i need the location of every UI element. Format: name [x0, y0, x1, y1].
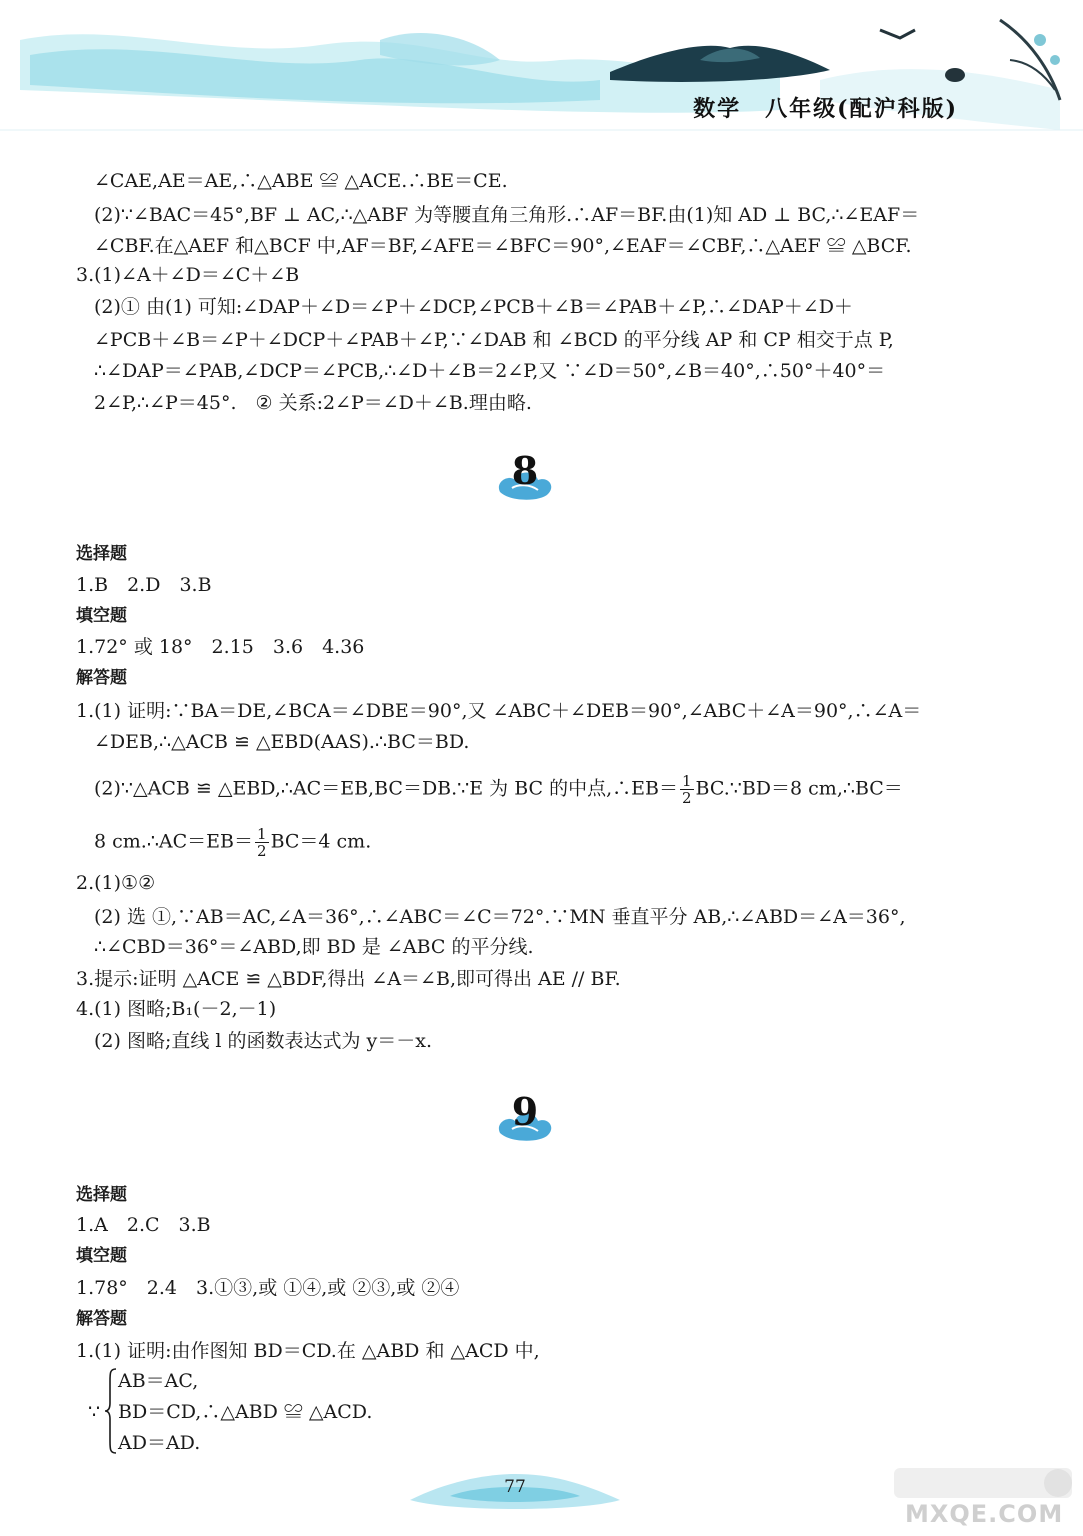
- header-title: 数学 八年级(配沪科版): [693, 96, 958, 122]
- sec9-answer-line-1: 1.(1) 证明:由作图知 BD＝CD.在 △ABD 和 △ACD 中,: [76, 1340, 540, 1362]
- sec9-answer-label: 解答题: [76, 1309, 127, 1329]
- sec9-choice-label: 选择题: [76, 1185, 127, 1205]
- sec7-line-7: ∴∠DAP＝∠PAB,∠DCP＝∠PCB,∴∠D＋∠B＝2∠P,又 ∵∠D＝50°,∠B＝40°,∴50°＋40°＝: [94, 360, 886, 382]
- sec8-answer-line-6: (2) 选 ①,∵AB＝AC,∠A＝36°,∴∠ABC＝∠C＝72°.∵MN 垂直平分 AB,∴∠ABD＝∠A＝36°,: [94, 906, 906, 928]
- sec8-answer-line-4-post: BC＝4 cm.: [270, 830, 372, 853]
- sec9-choice-answers: 1.A 2.C 3.B: [76, 1214, 211, 1236]
- header-banner: [0, 0, 1083, 150]
- sec8-answer-line-7: ∴∠CBD＝36°＝∠ABD,即 BD 是 ∠ABC 的平分线.: [94, 936, 534, 958]
- sec8-fill-answers: 1.72° 或 18° 2.15 3.6 4.36: [76, 636, 365, 658]
- sec7-line-8: 2∠P,∴∠P＝45°. ② 关系:2∠P＝∠D＋∠B.理由略.: [94, 392, 532, 414]
- system-line-2: BD＝CD,∴△ABD ≌ △ACD.: [118, 1401, 373, 1423]
- sec8-answer-line-9: 4.(1) 图略;B₁(－2,－1): [76, 998, 277, 1020]
- sec8-answer-line-10: (2) 图略;直线 l 的函数表达式为 y＝－x.: [94, 1030, 433, 1052]
- sec8-answer-line-8: 3.提示:证明 △ACE ≌ △BDF,得出 ∠A＝∠B,即可得出 AE // BF.: [76, 968, 621, 990]
- sec8-fill-label: 填空题: [76, 606, 127, 626]
- sec8-answer-line-1: 1.(1) 证明:∵BA＝DE,∠BCA＝∠DBE＝90°,又 ∠ABC＋∠DEB＝90°,∠ABC＋∠A＝90°,∴∠A＝: [76, 700, 922, 722]
- sec8-answer-line-4: [94, 826, 371, 859]
- fraction-denominator: 2: [681, 789, 692, 807]
- sec7-line-2: (2)∵∠BAC＝45°,BF ⊥ AC,∴△ABF 为等腰直角三角形.∴AF＝BF.由(1)知 AD ⊥ BC,∴∠EAF＝: [94, 204, 920, 226]
- sec9-fill-answers: 1.78° 2.4 3.①③,或 ①④,或 ②③,或 ②④: [76, 1277, 460, 1299]
- system-line-3: AD＝AD.: [118, 1432, 201, 1454]
- page-number: 77: [504, 1477, 526, 1497]
- fraction-one-half: [680, 773, 694, 806]
- sec8-answer-line-3-pre: (2)∵△ACB ≌ △EBD,∴AC＝EB,BC＝DB.∵E 为 BC 的中点,∴EB＝: [94, 777, 678, 800]
- fraction-numerator-2: 1: [257, 825, 267, 843]
- system-line-1: AB＝AC,: [118, 1370, 199, 1392]
- sec8-choice-answers: 1.B 2.D 3.B: [76, 574, 212, 596]
- section-8-badge: [490, 448, 560, 512]
- section-8-number: 8: [511, 448, 539, 493]
- sec9-fill-label: 填空题: [76, 1246, 127, 1266]
- section-9-badge: [490, 1089, 560, 1153]
- because-symbol: ∵: [88, 1401, 101, 1423]
- fraction-one-half-2: [255, 826, 269, 859]
- sec7-line-6: ∠PCB＋∠B＝∠P＋∠DCP＋∠PAB＋∠P,∵∠DAB 和 ∠BCD 的平分线 AP 和 CP 相交于点 P,: [94, 329, 894, 351]
- sec8-answer-line-2: ∠DEB,∴△ACB ≌ △EBD(AAS).∴BC＝BD.: [94, 731, 470, 753]
- section-9-number: 9: [511, 1089, 539, 1134]
- sec8-answer-line-4-pre: 8 cm.∴AC＝EB＝: [94, 830, 254, 853]
- fraction-denominator-2: 2: [257, 842, 267, 860]
- sec8-answer-line-5: 2.(1)①②: [76, 872, 156, 894]
- watermark-text: MXQE.COM: [905, 1500, 1064, 1528]
- sec8-answer-line-3: [94, 773, 903, 806]
- sec8-answer-label: 解答题: [76, 668, 127, 688]
- sec8-answer-line-3-post: BC.∵BD＝8 cm,∴BC＝: [695, 777, 903, 800]
- sec7-line-3: ∠CBF.在△AEF 和△BCF 中,AF＝BF,∠AFE＝∠BFC＝90°,∠EAF＝∠CBF,∴△AEF ≌ △BCF.: [94, 235, 912, 257]
- left-brace-icon: [104, 1367, 118, 1455]
- sec7-line-5: (2)① 由(1) 可知:∠DAP＋∠D＝∠P＋∠DCP,∠PCB＋∠B＝∠PAB＋∠P,∴∠DAP＋∠D＋: [94, 296, 853, 318]
- sec7-line-1: ∠CAE,AE＝AE,∴△ABE ≌ △ACE.∴BE＝CE.: [94, 170, 508, 192]
- sec7-line-4: 3.(1)∠A＋∠D＝∠C＋∠B: [76, 264, 300, 286]
- fraction-numerator: 1: [681, 772, 692, 790]
- sec8-choice-label: 选择题: [76, 544, 127, 564]
